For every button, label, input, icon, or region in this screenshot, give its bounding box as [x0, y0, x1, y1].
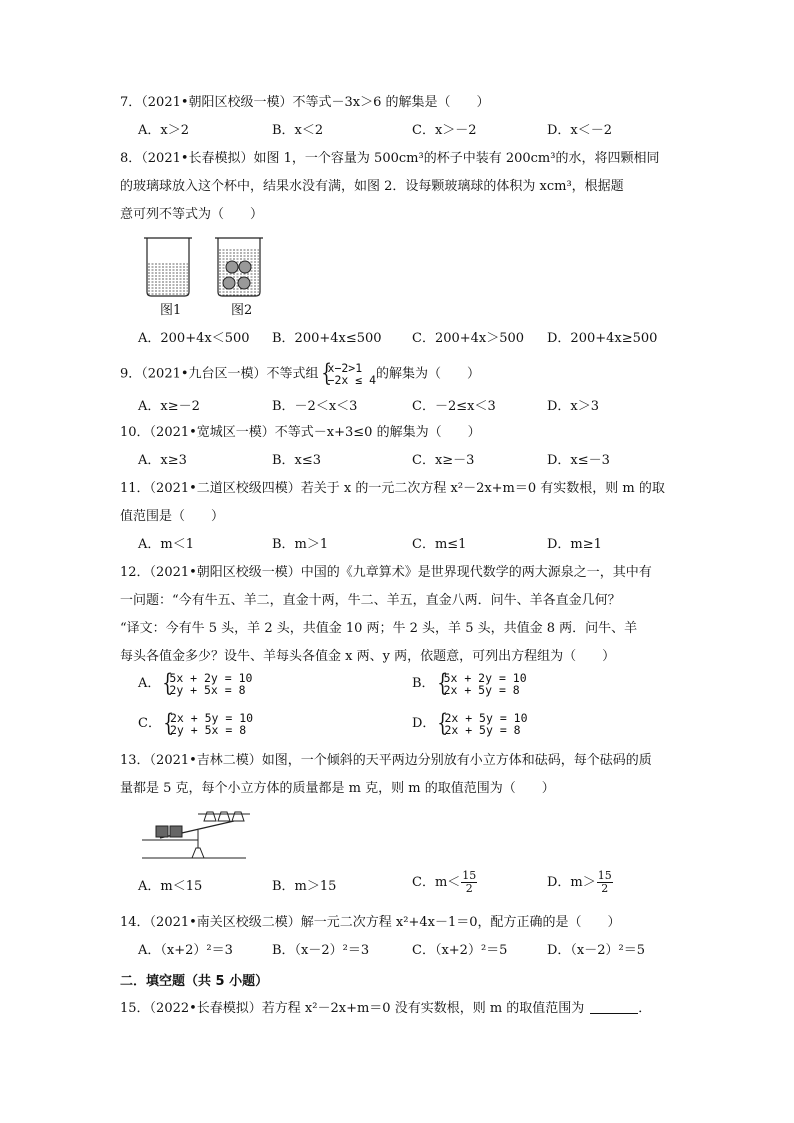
q11-option-d[interactable]: D．m≥1 [547, 537, 602, 552]
q11-option-c[interactable]: C．m≤1 [412, 537, 467, 552]
cup2-figure [215, 238, 263, 296]
q8-line1: 8．（2021•长春模拟）如图 1，一个容量为 500cm³的杯子中装有 200cm³的水，将四颗相同 [120, 151, 660, 166]
q12-a-eq2: 2y + 5x = 8 [169, 683, 246, 697]
q12-option-d[interactable] [412, 709, 528, 737]
q12-b-label: B． [412, 676, 435, 691]
q13-d-numerator: 15 [597, 869, 612, 882]
q15-end: ． [638, 1001, 652, 1016]
q14-option-c[interactable]: C．（x+2）²＝5 [412, 943, 508, 958]
q13-c-numerator: 15 [462, 869, 477, 882]
q13-option-b[interactable]: B．m＞15 [272, 879, 337, 894]
section-fill-in-title: 二．填空题（共 5 小题） [120, 974, 269, 989]
q8-line2: 的玻璃球放入这个杯中，结果水没有满，如图 2．设每颗玻璃球的体积为 xcm³，根据题 [120, 179, 624, 194]
q9-sys-line2: −2x ≤ 4 [327, 373, 376, 387]
q7-option-c[interactable]: C．x＞－2 [412, 123, 477, 138]
q7-option-d[interactable]: D．x＜－2 [547, 123, 613, 138]
q10-option-b[interactable]: B．x≤3 [272, 453, 322, 468]
q15-answer-blank[interactable] [590, 1001, 638, 1014]
q10-option-d[interactable]: D．x≤－3 [547, 453, 610, 468]
q12-d-system: { 2x + 5y = 10 2x + 5y = 8 [437, 709, 528, 737]
q13-line1: 13．（2021•吉林二模）如图，一个倾斜的天平两边分别放有小立方体和砝码，每个砝码的质 [120, 753, 652, 768]
q12-b-eq1: 5x + 2y = 10 [443, 671, 527, 685]
q7-option-b[interactable]: B．x＜2 [272, 123, 324, 138]
q13-d-pre: D．m＞ [547, 875, 596, 890]
q9-option-b[interactable]: B．－2＜x＜3 [272, 399, 358, 414]
q13-option-c[interactable] [412, 870, 477, 895]
q12-c-system: { 2x + 5y = 10 2y + 5x = 8 [163, 709, 254, 737]
q8-option-c[interactable]: C．200+4x＞500 [412, 331, 525, 346]
q8-option-a[interactable]: A．200+4x＜500 [138, 331, 250, 346]
q9-option-d[interactable]: D．x＞3 [547, 399, 600, 414]
q10-option-c[interactable]: C．x≥－3 [412, 453, 475, 468]
q12-a-eq1: 5x + 2y = 10 [169, 671, 253, 685]
q11-option-a[interactable]: A．m＜1 [138, 537, 194, 552]
q12-option-a[interactable] [138, 669, 253, 697]
q7-stem: 7．（2021•朝阳区校级一模）不等式－3x＞6 的解集是（ ） [120, 95, 490, 110]
q12-d-eq1: 2x + 5y = 10 [444, 711, 528, 725]
q15-stem: 15．（2022•长春模拟）若方程 x²－2x+m＝0 没有实数根，则 m 的取值范围为 [120, 1001, 585, 1016]
q14-option-d[interactable]: D．（x－2）²＝5 [547, 943, 646, 958]
cup-figure [138, 236, 273, 320]
q13-option-d[interactable] [547, 870, 613, 895]
q8-option-d[interactable]: D．200+4x≥500 [547, 331, 658, 346]
q12-line3: “译文：今有牛 5 头，羊 2 头，共值金 10 两；牛 2 头，羊 5 头，共值金 8 两．问牛、羊 [120, 621, 638, 636]
q13-d-denominator: 2 [601, 882, 609, 895]
q15-stem-line [120, 1000, 651, 1018]
q11-line2: 值范围是（ ） [120, 509, 225, 524]
q9-sys-line1: x−2>1 [327, 361, 363, 375]
q11-line1: 11．（2021•二道区校级四模）若关于 x 的一元二次方程 x²－2x+m＝0 有实数根，则 m 的取 [120, 481, 665, 496]
q12-c-label: C． [138, 716, 161, 731]
q12-d-eq2: 2x + 5y = 8 [444, 723, 521, 737]
q13-c-fraction [461, 870, 477, 895]
q14-stem: 14．（2021•南关区校级二模）解一元二次方程 x²+4x－1＝0，配方正确的是（ ） [120, 915, 621, 930]
q13-d-fraction [597, 870, 613, 895]
q12-c-eq1: 2x + 5y = 10 [169, 711, 254, 725]
q12-b-eq2: 2x + 5y = 8 [443, 683, 520, 697]
q12-line2: 一问题：“今有牛五、羊二，直金十两，牛二、羊五，直金八两．问牛、羊各直金几何？ [120, 593, 621, 608]
q13-line2: 量都是 5 克，每个小立方体的质量都是 m 克，则 m 的取值范围为（ ） [120, 781, 555, 796]
q12-line4: 每头各值金多少？设牛、羊每头各值金 x 两、y 两，依题意，可列出方程组为（ ） [120, 649, 616, 664]
q12-a-label: A． [138, 676, 161, 691]
q7-option-a[interactable]: A．x＞2 [138, 123, 189, 138]
q12-d-label: D． [412, 716, 436, 731]
q9-stem-post: 的解集为（ ） [376, 366, 481, 382]
q13-c-pre: C．m＜ [412, 875, 461, 890]
q12-c-eq2: 2y + 5x = 8 [169, 723, 247, 737]
q10-stem: 10．（2021•宽城区一模）不等式－x+3≤0 的解集为（ ） [120, 425, 481, 440]
balance-figure [140, 808, 252, 862]
q14-option-a[interactable]: A．（x+2）²＝3 [138, 943, 233, 958]
fig1-caption: 图1 [160, 303, 182, 318]
q8-line3: 意可列不等式为（ ） [120, 207, 264, 222]
q12-a-system: { 5x + 2y = 10 2y + 5x = 8 [162, 669, 253, 697]
q8-option-b[interactable]: B．200+4x≤500 [272, 331, 382, 346]
cup1-figure [144, 238, 192, 296]
fig2-caption: 图2 [231, 303, 253, 318]
q12-b-system: { 5x + 2y = 10 2x + 5y = 8 [436, 669, 527, 697]
q9-stem [120, 359, 481, 387]
q9-stem-pre: 9．（2021•九台区一模）不等式组 [120, 366, 319, 382]
q10-option-a[interactable]: A．x≥3 [138, 453, 187, 468]
q12-option-c[interactable] [138, 709, 254, 737]
q9-option-a[interactable]: A．x≥－2 [138, 399, 200, 414]
q13-option-a[interactable]: A．m＜15 [138, 879, 203, 894]
q9-option-c[interactable]: C．－2≤x＜3 [412, 399, 496, 414]
q12-line1: 12．（2021•朝阳区校级一模）中国的《九章算术》是世界现代数学的两大源泉之一，其中有 [120, 565, 652, 580]
q13-c-denominator: 2 [465, 882, 473, 895]
q12-option-b[interactable] [412, 669, 527, 697]
q14-option-b[interactable]: B．（x－2）²＝3 [272, 943, 370, 958]
q11-option-b[interactable]: B．m＞1 [272, 537, 329, 552]
q9-system: { x−2>1 −2x ≤ 4 [320, 359, 376, 387]
